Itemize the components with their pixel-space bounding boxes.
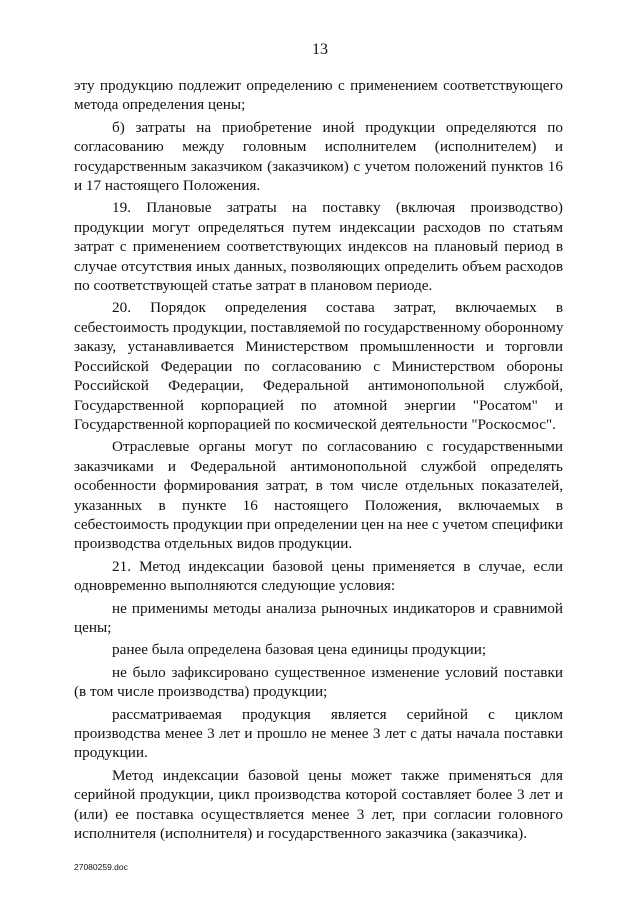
- text-line: 21. Метод индексации базовой цены применяется в случае, если: [112, 557, 563, 575]
- text-line: метода определения цены;: [74, 96, 246, 114]
- paragraph: [74, 705, 563, 763]
- paragraph: [74, 599, 563, 638]
- text-line: цены;: [74, 618, 112, 636]
- text-line: согласованию между головным исполнителем (исполнителем) и: [74, 138, 563, 156]
- text-line: государственным заказчиком (заказчиком) с учетом положений пунктов 16: [74, 157, 563, 175]
- paragraph: [74, 766, 563, 844]
- text-line: заказчиками и Федеральной антимонопольной службой определять: [74, 457, 563, 475]
- paragraph: [74, 76, 563, 115]
- text-line: Российской Федерации по согласованию с Министерством обороны: [74, 357, 563, 375]
- text-line: одновременно выполняются следующие условия:: [74, 577, 396, 595]
- text-line: б) затраты на приобретение иной продукции определяются по: [112, 118, 563, 136]
- text-line: продукции.: [74, 744, 148, 762]
- text-line: ранее была определена базовая цена единицы продукции;: [112, 641, 487, 659]
- paragraph: [74, 198, 563, 295]
- text-line: не было зафиксировано существенное изменение условий поставки: [112, 663, 563, 681]
- text-line: эту продукцию подлежит определению с применением соответствующего: [74, 77, 563, 94]
- text-line: исполнителя (исполнителя) и государственного заказчика (заказчика).: [74, 825, 527, 843]
- text-line: заказу, устанавливается Министерством промышленности и торговли: [74, 338, 563, 356]
- text-line: (в том числе производства) продукции;: [74, 683, 328, 701]
- text-line: себестоимость продукции при определении цен на нее с учетом специфики: [74, 515, 563, 533]
- paragraph: [74, 663, 563, 702]
- text-line: производства менее 3 лет и прошло не менее 3 лет с даты начала поставки: [74, 725, 563, 742]
- paragraph: [74, 118, 563, 196]
- text-line: серийной продукции, цикл производства которой составляет более 3 лет и: [74, 786, 563, 804]
- text-line: и 17 настоящего Положения.: [74, 177, 261, 195]
- text-line: особенности формирования затрат, в том числе отдельных показателей,: [74, 477, 563, 495]
- text-line: случае отсутствия иных данных, позволяющих определить объем расходов: [74, 257, 563, 275]
- text-line: рассматриваемая продукция является серийной с циклом: [112, 705, 563, 723]
- paragraph: [74, 298, 563, 434]
- text-line: продукции могут определяться путем индексации расходов по статьям: [74, 218, 563, 236]
- text-line: затрат с применением соответствующих индексов на плановый период в: [74, 238, 563, 256]
- text-line: 19. Плановые затраты на поставку (включая производство): [112, 199, 563, 217]
- paragraph: [74, 437, 563, 553]
- text-line: указанных в пункте 16 настоящего Положения, включаемых в: [74, 496, 563, 514]
- file-name-footer: 27080259.doc: [74, 862, 128, 872]
- text-line: себестоимость продукции, поставляемой по государственному оборонному: [74, 318, 564, 336]
- text-line: (или) ее поставка осуществляется менее 3 лет, при согласии головного: [74, 805, 563, 823]
- document-body: [74, 76, 563, 843]
- text-line: Государственной корпорацией по космической деятельности "Роскосмос".: [74, 415, 556, 433]
- paragraph: [74, 640, 563, 659]
- page-number: 13: [312, 41, 328, 58]
- text-line: Метод индексации базовой цены может также применяться для: [112, 766, 563, 784]
- paragraph: [74, 557, 563, 596]
- text-line: по соответствующей статье затрат в плановом периоде.: [74, 277, 433, 295]
- text-line: производства отдельных видов продукции.: [74, 535, 353, 553]
- text-line: не применимы методы анализа рыночных индикаторов и сравнимой: [112, 599, 563, 617]
- text-line: Отраслевые органы могут по согласованию с государственными: [112, 438, 563, 456]
- text-line: 20. Порядок определения состава затрат, включаемых в: [112, 299, 563, 317]
- text-line: Российской Федерации, Федеральной антимонопольной службой,: [74, 377, 563, 395]
- text-line: Государственной корпорацией по атомной энергии "Росатом" и: [74, 396, 563, 414]
